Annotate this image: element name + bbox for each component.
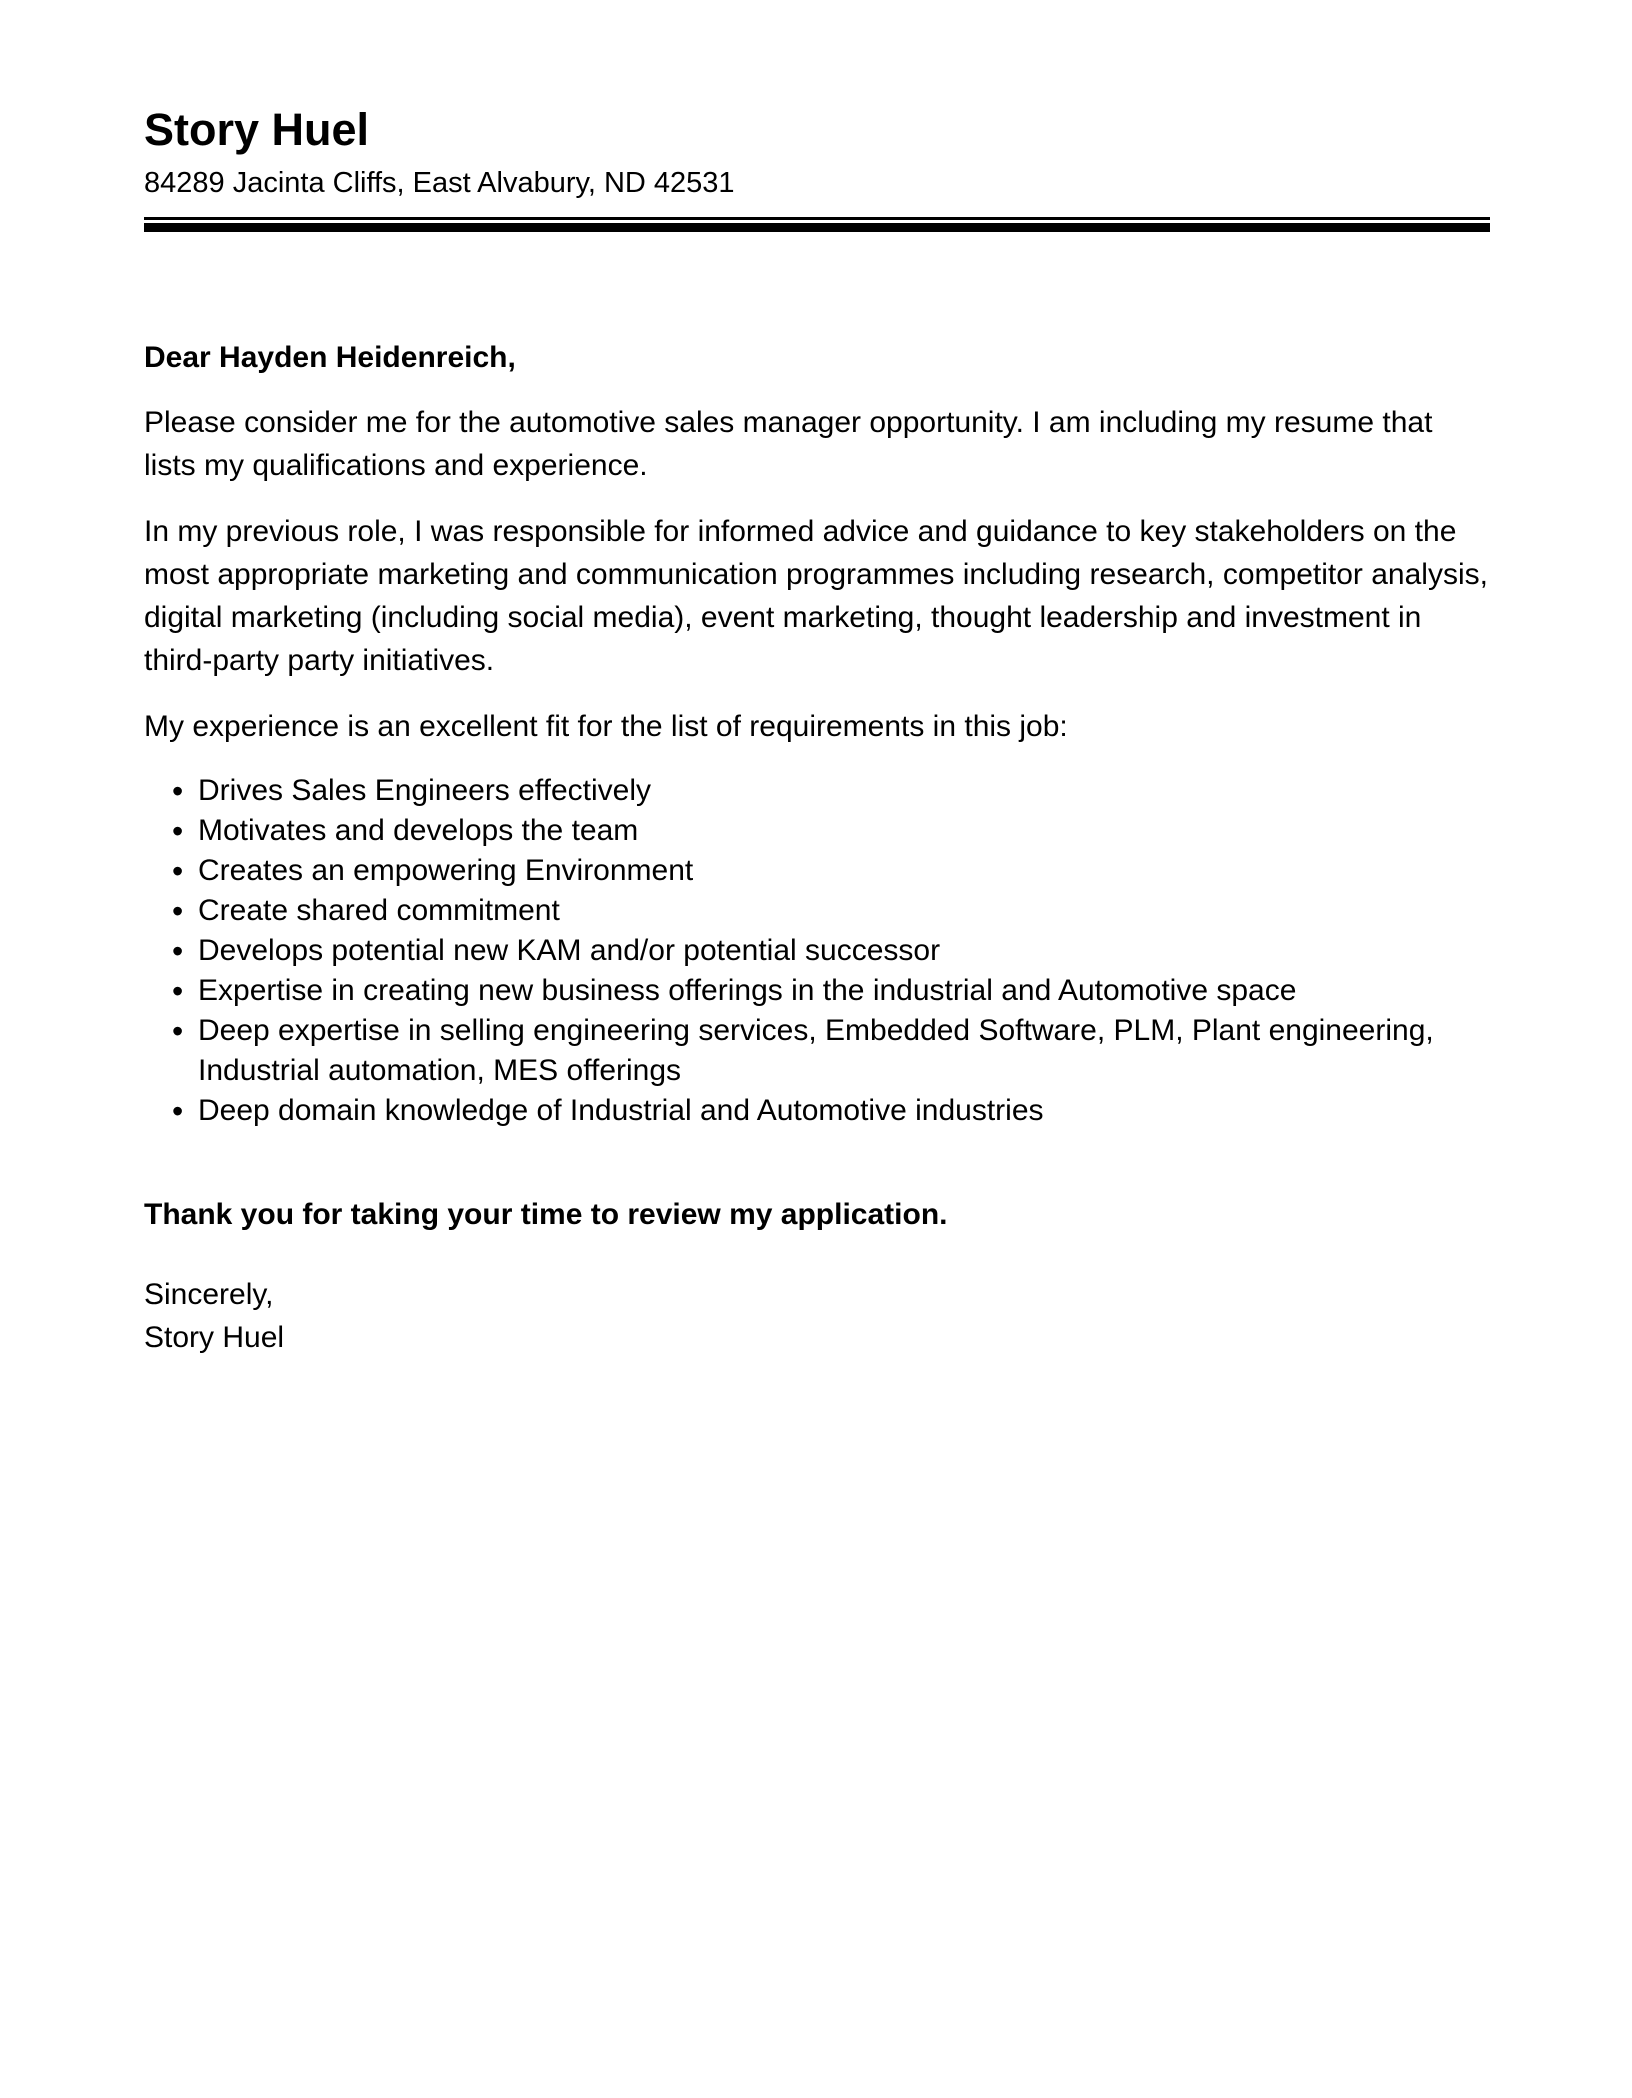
paragraph-intro: Please consider me for the automotive sales manager opportunity. I am including my resume that lists my qualifications and experience. <box>144 406 1433 482</box>
requirement-item: • Creates an empowering Environment <box>144 851 1490 891</box>
requirement-item: • Create shared commitment <box>144 891 1490 931</box>
requirement-item: • Deep domain knowledge of Industrial and Automotive industries <box>144 1091 1490 1131</box>
requirements-list <box>144 771 1490 1131</box>
paragraph-experience-fit: My experience is an excellent fit for the list of requirements in this job: <box>144 710 1068 743</box>
requirement-item: • Expertise in creating new business offerings in the industrial and Automotive space <box>144 971 1490 1011</box>
sender-name: Story Huel <box>144 104 370 155</box>
header-divider <box>144 217 1490 232</box>
greeting: Dear Hayden Heidenreich, <box>144 341 516 374</box>
letter-header <box>144 104 1490 232</box>
requirement-item: • Deep expertise in selling engineering services, Embedded Software, PLM, Plant engineering, Industrial automation, MES offerings <box>144 1011 1490 1091</box>
requirement-item: • Develops potential new KAM and/or potential successor <box>144 931 1490 971</box>
sender-address: 84289 Jacinta Cliffs, East Alvabury, ND 42531 <box>144 167 735 199</box>
signature: Story Huel <box>144 1321 285 1354</box>
signoff: Sincerely, <box>144 1278 274 1311</box>
requirement-item: • Motivates and develops the team <box>144 811 1490 851</box>
closing-emphasis: Thank you for taking your time to review my application. <box>144 1198 948 1231</box>
requirement-item: • Drives Sales Engineers effectively <box>144 771 1490 811</box>
paragraph-previous-role: In my previous role, I was responsible for informed advice and guidance to key stakeholders on the most appropriate marketing and communication programmes including research, competitor analysis, digital marketing (including social media), event marketing, thought leadership and investment in third-party party initiatives. <box>144 515 1488 677</box>
letter-body <box>144 336 1490 1359</box>
